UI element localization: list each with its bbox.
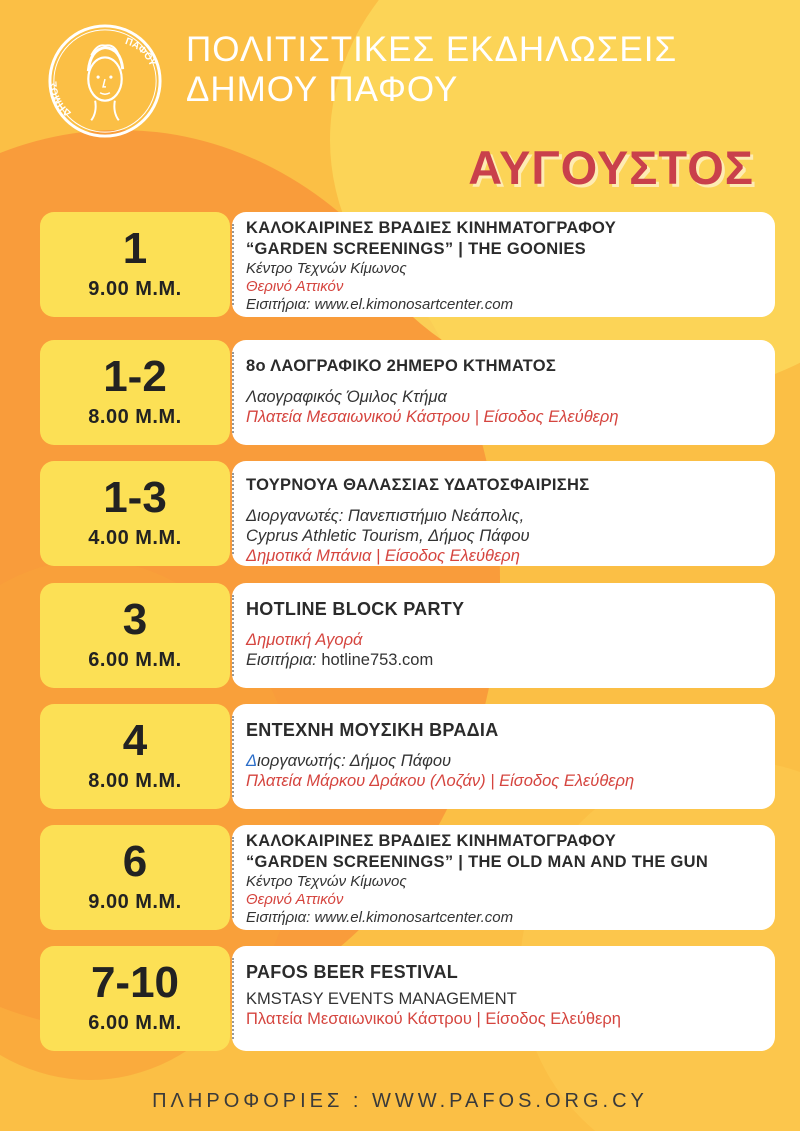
event-organizer	[246, 751, 761, 771]
event-card	[40, 825, 775, 930]
event-tickets: Εισιτήρια: www.el.kimonosartcenter.com	[246, 296, 514, 313]
event-organizer: KMSTASY EVENTS MANAGEMENT	[246, 990, 517, 1008]
event-organizer: Κέντρο Τεχνών Κίμωνος	[246, 260, 407, 277]
event-info	[232, 946, 775, 1051]
event-card	[40, 946, 775, 1051]
event-date	[40, 340, 230, 445]
event-title: 8ο ΛΑΟΓΡΑΦΙΚΟ 2ΗΜΕΡΟ ΚΤΗΜΑΤΟΣ	[246, 357, 557, 375]
event-date	[40, 946, 230, 1051]
event-day: 1-3	[103, 473, 167, 522]
event-date	[40, 461, 230, 566]
event-info	[232, 212, 775, 317]
svg-text:ΔΗΜΟΣ: ΔΗΜΟΣ	[48, 80, 74, 119]
event-venue: Δημοτικά Μπάνια | Είσοδος Ελεύθερη	[246, 547, 520, 565]
event-day: 1-2	[103, 352, 167, 401]
municipality-logo	[46, 22, 164, 140]
tickets-label: Εισιτήρια:	[246, 651, 317, 669]
event-time: 9.00 Μ.Μ.	[88, 278, 182, 300]
event-info	[232, 825, 775, 930]
event-info	[232, 704, 775, 809]
event-organizer: Cyprus Athletic Tourism, Δήμος Πάφου	[246, 527, 530, 545]
event-day: 3	[122, 595, 148, 644]
event-subtitle: “GARDEN SCREENINGS” | THE GOONIES	[246, 240, 586, 258]
event-venue: Πλατεία Μάρκου Δράκου (Λοζάν) | Είσοδος Ελεύθερη	[246, 772, 635, 790]
title-line-1: ΠΟΛΙΤΙΣΤΙΚΕΣ ΕΚΔΗΛΩΣΕΙΣ	[186, 30, 678, 69]
event-time: 6.00 Μ.Μ.	[88, 649, 182, 671]
event-day: 7-10	[90, 958, 180, 1007]
event-time: 4.00 Μ.Μ.	[88, 527, 182, 549]
event-venue: Θερινό Αττικόν	[246, 278, 344, 295]
event-venue: Θερινό Αττικόν	[246, 891, 344, 908]
event-title: ΕΝΤΕΧΝΗ ΜΟΥΣΙΚΗ ΒΡΑΔΙΑ	[246, 720, 499, 740]
event-info	[232, 583, 775, 688]
event-card	[40, 212, 775, 317]
footer-info: ΠΛΗΡΟΦΟΡΙΕΣ : WWW.PAFOS.ORG.CY	[152, 1090, 648, 1112]
event-info	[232, 340, 775, 445]
event-time: 8.00 Μ.Μ.	[88, 770, 182, 792]
event-organizer: Διοργανωτές: Πανεπιστήμιο Νεάπολις,	[246, 507, 525, 525]
event-venue: Πλατεία Μεσαιωνικού Κάστρου | Είσοδος Ελεύθερη	[246, 408, 619, 426]
event-subtitle: “GARDEN SCREENINGS” | THE OLD MAN AND THE GUN	[246, 853, 709, 871]
event-time: 6.00 Μ.Μ.	[88, 1012, 182, 1034]
event-info	[232, 461, 775, 566]
title-line-2: ΔΗΜΟΥ ΠΑΦΟΥ	[186, 70, 459, 109]
event-card	[40, 583, 775, 688]
event-day: 6	[122, 837, 148, 886]
event-day: 1	[122, 224, 148, 273]
event-card	[40, 461, 775, 566]
event-title: HOTLINE BLOCK PARTY	[246, 599, 465, 619]
organizer-initial: Δ	[246, 752, 258, 770]
tickets-link: hotline753.com	[316, 651, 434, 669]
event-title: PAFOS BEER FESTIVAL	[246, 962, 459, 982]
month-heading: ΑΥΓΟΥΣΤΟΣ	[468, 141, 754, 194]
event-title: ΚΑΛΟΚΑΙΡΙΝΕΣ ΒΡΑΔΙΕΣ ΚΙΝΗΜΑΤΟΓΡΑΦΟΥ	[246, 219, 617, 237]
event-time: 9.00 Μ.Μ.	[88, 891, 182, 913]
event-tickets	[246, 650, 761, 670]
event-organizer: Λαογραφικός Όμιλος Κτήμα	[246, 388, 447, 406]
event-tickets: Εισιτήρια: www.el.kimonosartcenter.com	[246, 909, 514, 926]
event-date	[40, 825, 230, 930]
event-date	[40, 583, 230, 688]
event-title: ΤΟΥΡΝΟΥΑ ΘΑΛΑΣΣΙΑΣ ΥΔΑΤΟΣΦΑΙΡΙΣΗΣ	[246, 476, 590, 494]
event-organizer: Κέντρο Τεχνών Κίμωνος	[246, 873, 407, 890]
event-date	[40, 212, 230, 317]
svg-text:ΠΑΦΟΥ: ΠΑΦΟΥ	[123, 35, 158, 69]
event-title: ΚΑΛΟΚΑΙΡΙΝΕΣ ΒΡΑΔΙΕΣ ΚΙΝΗΜΑΤΟΓΡΑΦΟΥ	[246, 832, 617, 850]
event-date	[40, 704, 230, 809]
page-title	[186, 30, 677, 110]
event-day: 4	[122, 716, 148, 765]
event-card	[40, 704, 775, 809]
event-time: 8.00 Μ.Μ.	[88, 406, 182, 428]
event-venue: Πλατεία Μεσαιωνικού Κάστρου | Είσοδος Ελεύθερη	[246, 1010, 621, 1028]
event-venue: Δημοτική Αγορά	[246, 631, 363, 649]
event-card	[40, 340, 775, 445]
organizer-text: ιοργανωτής: Δήμος Πάφου	[257, 752, 452, 770]
